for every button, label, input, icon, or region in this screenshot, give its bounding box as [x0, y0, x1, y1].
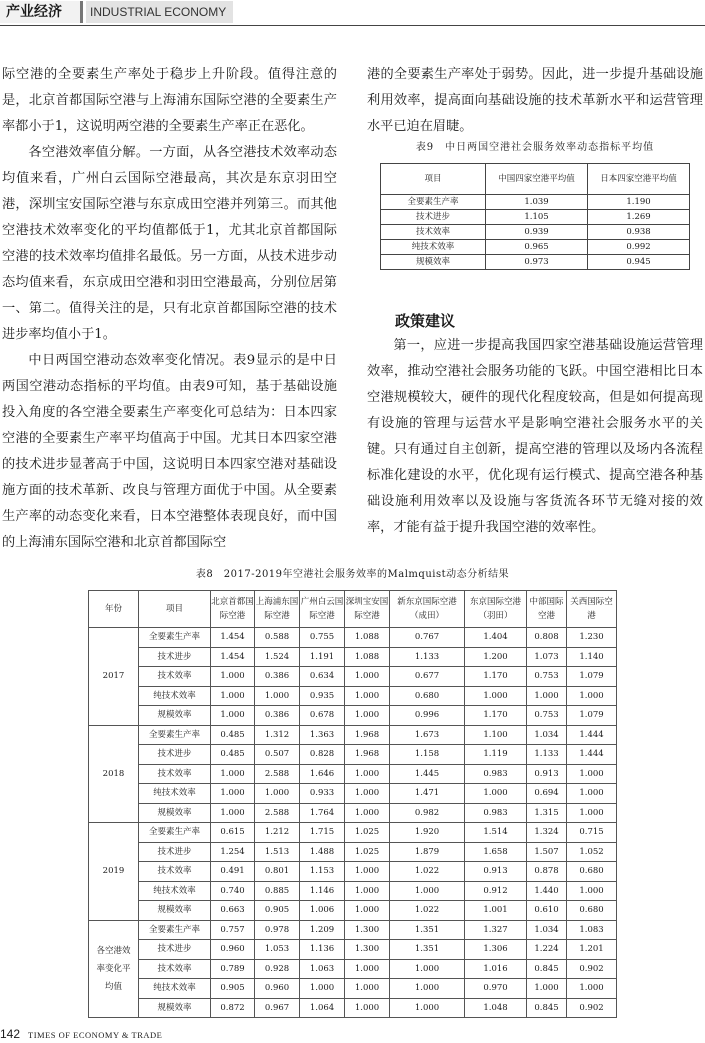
value-cell: 1.000 [300, 979, 345, 999]
value-cell: 0.634 [300, 667, 345, 687]
table8-header: 东京国际空港（羽田） [465, 591, 527, 628]
value-cell: 0.386 [255, 667, 300, 687]
value-cell: 0.983 [465, 803, 527, 823]
table8-caption: 表8 2017-2019年空港社会服务效率的Malmquist动态分析结果 [195, 569, 510, 580]
table-row [89, 862, 617, 882]
value-cell: 1.016 [465, 959, 527, 979]
table9-caption: 表9 中日两国空港社会服务效率动态指标平均值 [415, 142, 655, 153]
value-cell: 0.878 [527, 862, 567, 882]
item-cell: 技术进步 [139, 842, 211, 862]
right-column-bottom [367, 333, 703, 541]
section-label-cn: 产业经济 [0, 1, 80, 23]
value-cell: 1.315 [527, 803, 567, 823]
value-cell: 1.363 [300, 725, 345, 745]
table9-row [381, 240, 690, 255]
value-cell: 1.000 [527, 686, 567, 706]
value-cell: 1.306 [465, 940, 527, 960]
value-cell: 1.513 [255, 842, 300, 862]
value-cell: 1.514 [465, 823, 527, 843]
value-cell: 1.158 [390, 745, 465, 765]
value-cell: 1.000 [255, 784, 300, 804]
table9-header: 日本四家空港平均值 [588, 164, 690, 195]
value-cell: 1.324 [527, 823, 567, 843]
value-cell: 0.386 [255, 706, 300, 726]
table9-cell: 0.965 [486, 240, 588, 255]
page-footer [0, 1027, 162, 1042]
value-cell: 1.000 [390, 881, 465, 901]
table9-cell: 1.190 [588, 195, 690, 210]
value-cell: 0.485 [211, 725, 255, 745]
value-cell: 1.048 [465, 998, 527, 1018]
table8-header: 关西国际空港 [567, 591, 617, 628]
value-cell: 0.757 [211, 920, 255, 940]
value-cell: 0.507 [255, 745, 300, 765]
value-cell: 0.905 [255, 901, 300, 921]
value-cell: 1.170 [465, 706, 527, 726]
value-cell: 0.715 [567, 823, 617, 843]
value-cell: 1.100 [465, 725, 527, 745]
value-cell: 1.000 [211, 667, 255, 687]
item-cell: 技术进步 [139, 940, 211, 960]
value-cell: 1.000 [345, 686, 390, 706]
table9-cell: 0.945 [588, 255, 690, 270]
value-cell: 1.200 [465, 647, 527, 667]
value-cell: 0.885 [255, 881, 300, 901]
item-cell: 技术效率 [139, 764, 211, 784]
value-cell: 0.960 [211, 940, 255, 960]
value-cell: 0.983 [465, 764, 527, 784]
value-cell: 1.444 [567, 725, 617, 745]
value-cell: 1.224 [527, 940, 567, 960]
header-divider [80, 1, 83, 23]
value-cell: 1.454 [211, 628, 255, 648]
table9-cell: 0.992 [588, 240, 690, 255]
table9-cell: 全要素生产率 [381, 195, 486, 210]
value-cell: 0.588 [255, 628, 300, 648]
table9-row [381, 255, 690, 270]
value-cell: 1.000 [345, 764, 390, 784]
value-cell: 1.000 [211, 803, 255, 823]
value-cell: 1.063 [300, 959, 345, 979]
value-cell: 1.000 [211, 706, 255, 726]
value-cell: 1.000 [255, 686, 300, 706]
item-cell: 技术进步 [139, 745, 211, 765]
item-cell: 纯技术效率 [139, 784, 211, 804]
value-cell: 0.967 [255, 998, 300, 1018]
table-row [89, 647, 617, 667]
value-cell: 1.136 [300, 940, 345, 960]
left-column [2, 62, 337, 556]
table9-row [381, 225, 690, 240]
item-cell: 纯技术效率 [139, 686, 211, 706]
value-cell: 1.000 [465, 686, 527, 706]
value-cell: 1.083 [567, 920, 617, 940]
value-cell: 0.935 [300, 686, 345, 706]
value-cell: 0.970 [465, 979, 527, 999]
value-cell: 1.088 [345, 628, 390, 648]
year-cell: 各空港效率变化平均值 [89, 920, 139, 1018]
value-cell: 1.715 [300, 823, 345, 843]
table9-cell: 1.269 [588, 210, 690, 225]
table-row [89, 764, 617, 784]
value-cell: 0.912 [465, 881, 527, 901]
value-cell: 1.000 [345, 959, 390, 979]
value-cell: 1.170 [465, 667, 527, 687]
value-cell: 1.209 [300, 920, 345, 940]
year-cell: 2017 [89, 628, 139, 726]
value-cell: 1.133 [527, 745, 567, 765]
value-cell: 1.764 [300, 803, 345, 823]
paragraph: 港的全要素生产率处于弱势。因此，进一步提升基础设施利用效率，提高面向基础设施的技术革新水平和运营管理水平已迫在眉睫。 [367, 67, 703, 134]
value-cell: 0.902 [567, 959, 617, 979]
value-cell: 0.845 [527, 959, 567, 979]
value-cell: 1.000 [345, 706, 390, 726]
value-cell: 1.201 [567, 940, 617, 960]
value-cell: 1.000 [567, 764, 617, 784]
value-cell: 1.312 [255, 725, 300, 745]
table-row [89, 901, 617, 921]
value-cell: 0.905 [211, 979, 255, 999]
table-row [89, 920, 617, 940]
value-cell: 0.610 [527, 901, 567, 921]
paragraph: 际空港的全要素生产率处于稳步上升阶段。值得注意的是，北京首都国际空港与上海浦东国际空港的全要素生产率都小于1，这说明两空港的全要素生产率正在恶化。 [2, 67, 337, 134]
value-cell: 0.996 [390, 706, 465, 726]
value-cell: 1.000 [345, 979, 390, 999]
table9-cell: 规模效率 [381, 255, 486, 270]
table-row [89, 667, 617, 687]
value-cell: 0.789 [211, 959, 255, 979]
table9-cell: 技术效率 [381, 225, 486, 240]
value-cell: 1.034 [527, 920, 567, 940]
value-cell: 1.254 [211, 842, 255, 862]
value-cell: 0.753 [527, 706, 567, 726]
value-cell: 0.913 [465, 862, 527, 882]
table9-cell: 0.938 [588, 225, 690, 240]
value-cell: 1.000 [211, 686, 255, 706]
table-row [89, 842, 617, 862]
value-cell: 0.928 [255, 959, 300, 979]
value-cell: 0.680 [567, 862, 617, 882]
value-cell: 0.694 [527, 784, 567, 804]
value-cell: 1.920 [390, 823, 465, 843]
table-row [89, 784, 617, 804]
value-cell: 1.351 [390, 920, 465, 940]
table8 [88, 590, 617, 1018]
value-cell: 1.000 [527, 979, 567, 999]
value-cell: 1.507 [527, 842, 567, 862]
value-cell: 0.960 [255, 979, 300, 999]
value-cell: 1.034 [527, 725, 567, 745]
table8-header: 新东京国际空港（成田） [390, 591, 465, 628]
value-cell: 0.491 [211, 862, 255, 882]
table-row [89, 686, 617, 706]
table9-header: 中国四家空港平均值 [486, 164, 588, 195]
value-cell: 1.300 [345, 940, 390, 960]
table9-cell: 技术进步 [381, 210, 486, 225]
value-cell: 0.615 [211, 823, 255, 843]
value-cell: 1.000 [345, 901, 390, 921]
value-cell: 0.680 [567, 901, 617, 921]
item-cell: 技术进步 [139, 647, 211, 667]
year-cell: 2019 [89, 823, 139, 921]
table9 [380, 163, 690, 270]
value-cell: 0.755 [300, 628, 345, 648]
value-cell: 0.663 [211, 901, 255, 921]
value-cell: 1.153 [300, 862, 345, 882]
value-cell: 1.351 [390, 940, 465, 960]
table-row [89, 628, 617, 648]
item-cell: 技术效率 [139, 667, 211, 687]
value-cell: 1.140 [567, 647, 617, 667]
value-cell: 1.471 [390, 784, 465, 804]
table-row [89, 998, 617, 1018]
value-cell: 1.879 [390, 842, 465, 862]
value-cell: 0.978 [255, 920, 300, 940]
paragraph: 第一，应进一步提高我国四家空港基础设施运营管理效率，推动空港社会服务功能的飞跃。中国空港相比日本空港规模较大，硬件的现代化程度较高，但是如何提高现有设施的管理与运营水平是影响空港社会服务水平的关键。只有通过自主创新，提高空港的管理以及场内各流程标准化建设的水平，优化现有运行模式、提高空港各种基础设施利用效率以及设施与客货流各环节无缝对接的效率，才能有益于提升我国空港的效率性。 [367, 338, 703, 535]
table-row [89, 803, 617, 823]
value-cell: 1.000 [567, 784, 617, 804]
table9-cell: 0.973 [486, 255, 588, 270]
value-cell: 0.982 [390, 803, 465, 823]
page-header [0, 0, 705, 26]
value-cell: 1.001 [465, 901, 527, 921]
value-cell: 1.440 [527, 881, 567, 901]
item-cell: 技术效率 [139, 862, 211, 882]
value-cell: 0.678 [300, 706, 345, 726]
value-cell: 1.000 [567, 803, 617, 823]
value-cell: 1.079 [567, 667, 617, 687]
value-cell: 0.767 [390, 628, 465, 648]
value-cell: 1.646 [300, 764, 345, 784]
value-cell: 1.488 [300, 842, 345, 862]
value-cell: 1.658 [465, 842, 527, 862]
table9-cell: 0.939 [486, 225, 588, 240]
value-cell: 1.025 [345, 842, 390, 862]
value-cell: 0.680 [390, 686, 465, 706]
value-cell: 0.801 [255, 862, 300, 882]
value-cell: 1.000 [567, 881, 617, 901]
value-cell: 1.079 [567, 706, 617, 726]
table-row [89, 881, 617, 901]
value-cell: 1.022 [390, 862, 465, 882]
journal-name: TIMES OF ECONOMY & TRADE [28, 1030, 163, 1040]
table-row [89, 959, 617, 979]
table9-cell: 纯技术效率 [381, 240, 486, 255]
table8-header: 年份 [89, 591, 139, 628]
value-cell: 1.000 [345, 862, 390, 882]
item-cell: 规模效率 [139, 706, 211, 726]
table8-header: 广州白云国际空港 [300, 591, 345, 628]
value-cell: 1.191 [300, 647, 345, 667]
value-cell: 1.073 [527, 647, 567, 667]
value-cell: 2.588 [255, 803, 300, 823]
value-cell: 0.485 [211, 745, 255, 765]
year-cell: 2018 [89, 725, 139, 823]
value-cell: 1.064 [300, 998, 345, 1018]
right-column-top [367, 62, 703, 140]
item-cell: 纯技术效率 [139, 979, 211, 999]
value-cell: 1.000 [567, 979, 617, 999]
value-cell: 0.828 [300, 745, 345, 765]
table8-body [89, 628, 617, 1018]
value-cell: 1.000 [345, 803, 390, 823]
value-cell: 1.673 [390, 725, 465, 745]
value-cell: 1.968 [345, 725, 390, 745]
value-cell: 1.000 [211, 764, 255, 784]
value-cell: 1.444 [567, 745, 617, 765]
page-number: 142 [0, 1027, 21, 1041]
value-cell: 1.052 [567, 842, 617, 862]
item-cell: 全要素生产率 [139, 725, 211, 745]
table8-header: 北京首都国际空港 [211, 591, 255, 628]
section-title: 政策建议 [395, 312, 456, 330]
value-cell: 1.000 [390, 979, 465, 999]
value-cell: 1.000 [345, 667, 390, 687]
value-cell: 0.933 [300, 784, 345, 804]
value-cell: 0.902 [567, 998, 617, 1018]
value-cell: 1.146 [300, 881, 345, 901]
value-cell: 1.000 [465, 784, 527, 804]
value-cell: 1.000 [567, 686, 617, 706]
value-cell: 1.000 [390, 959, 465, 979]
value-cell: 0.740 [211, 881, 255, 901]
section-label-en: INDUSTRIAL ECONOMY [86, 1, 233, 23]
item-cell: 全要素生产率 [139, 628, 211, 648]
table8-header: 深圳宝安国际空港 [345, 591, 390, 628]
table9-body [381, 195, 690, 270]
value-cell: 1.000 [345, 784, 390, 804]
value-cell: 1.088 [345, 647, 390, 667]
value-cell: 1.133 [390, 647, 465, 667]
value-cell: 1.524 [255, 647, 300, 667]
value-cell: 0.753 [527, 667, 567, 687]
table-row [89, 940, 617, 960]
value-cell: 1.454 [211, 647, 255, 667]
table8-header: 项目 [139, 591, 211, 628]
item-cell: 规模效率 [139, 998, 211, 1018]
value-cell: 1.445 [390, 764, 465, 784]
table9-header: 项目 [381, 164, 486, 195]
item-cell: 纯技术效率 [139, 881, 211, 901]
table8-header: 上海浦东国际空港 [255, 591, 300, 628]
value-cell: 1.000 [211, 784, 255, 804]
paragraph: 各空港效率值分解。一方面，从各空港技术效率动态均值来看，广州白云国际空港最高，其次是东京羽田空港，深圳宝安国际空港与东京成田空港并列第三。而其他空港技术效率变化的平均值都低于1，尤其北京首都国际空港的技术效率均值排名最低。另一方面，从技术进步动态均值来看，东京成田空港和羽田空港最高，分别位居第一、第二。值得关注的是，只有北京首都国际空港的技术进步率均值小于1。 [2, 145, 337, 342]
item-cell: 规模效率 [139, 803, 211, 823]
value-cell: 1.327 [465, 920, 527, 940]
value-cell: 1.000 [390, 998, 465, 1018]
value-cell: 0.808 [527, 628, 567, 648]
table9-row [381, 195, 690, 210]
value-cell: 1.230 [567, 628, 617, 648]
item-cell: 技术效率 [139, 959, 211, 979]
value-cell: 0.677 [390, 667, 465, 687]
table-row [89, 725, 617, 745]
value-cell: 1.000 [345, 998, 390, 1018]
table9-row [381, 210, 690, 225]
value-cell: 1.022 [390, 901, 465, 921]
item-cell: 全要素生产率 [139, 823, 211, 843]
table-row [89, 823, 617, 843]
table-row [89, 979, 617, 999]
table9-cell: 1.105 [486, 210, 588, 225]
table9-cell: 1.039 [486, 195, 588, 210]
item-cell: 全要素生产率 [139, 920, 211, 940]
value-cell: 1.119 [465, 745, 527, 765]
value-cell: 1.404 [465, 628, 527, 648]
table-row [89, 745, 617, 765]
value-cell: 2.588 [255, 764, 300, 784]
header-rule [0, 25, 705, 26]
value-cell: 1.212 [255, 823, 300, 843]
value-cell: 1.000 [345, 881, 390, 901]
value-cell: 1.053 [255, 940, 300, 960]
value-cell: 1.300 [345, 920, 390, 940]
table8-header-row [89, 591, 617, 628]
table8-header: 中部国际空港 [527, 591, 567, 628]
value-cell: 0.872 [211, 998, 255, 1018]
item-cell: 规模效率 [139, 901, 211, 921]
value-cell: 0.845 [527, 998, 567, 1018]
value-cell: 1.025 [345, 823, 390, 843]
value-cell: 0.913 [527, 764, 567, 784]
value-cell: 1.968 [345, 745, 390, 765]
paragraph: 中日两国空港动态效率变化情况。表9显示的是中日两国空港动态指标的平均值。由表9可知，基于基础设施投入角度的各空港全要素生产率变化可总结为：日本四家空港的全要素生产率平均值高于中国。尤其日本四家空港的技术进步显著高于中国，这说明日本四家空港对基础设施方面的技术革新、改良与管理方面优于中国。从全要素生产率的动态变化来看，日本空港整体表现良好，而中国的上海浦东国际空港和北京首都国际空 [2, 353, 337, 550]
value-cell: 1.006 [300, 901, 345, 921]
table-row [89, 706, 617, 726]
